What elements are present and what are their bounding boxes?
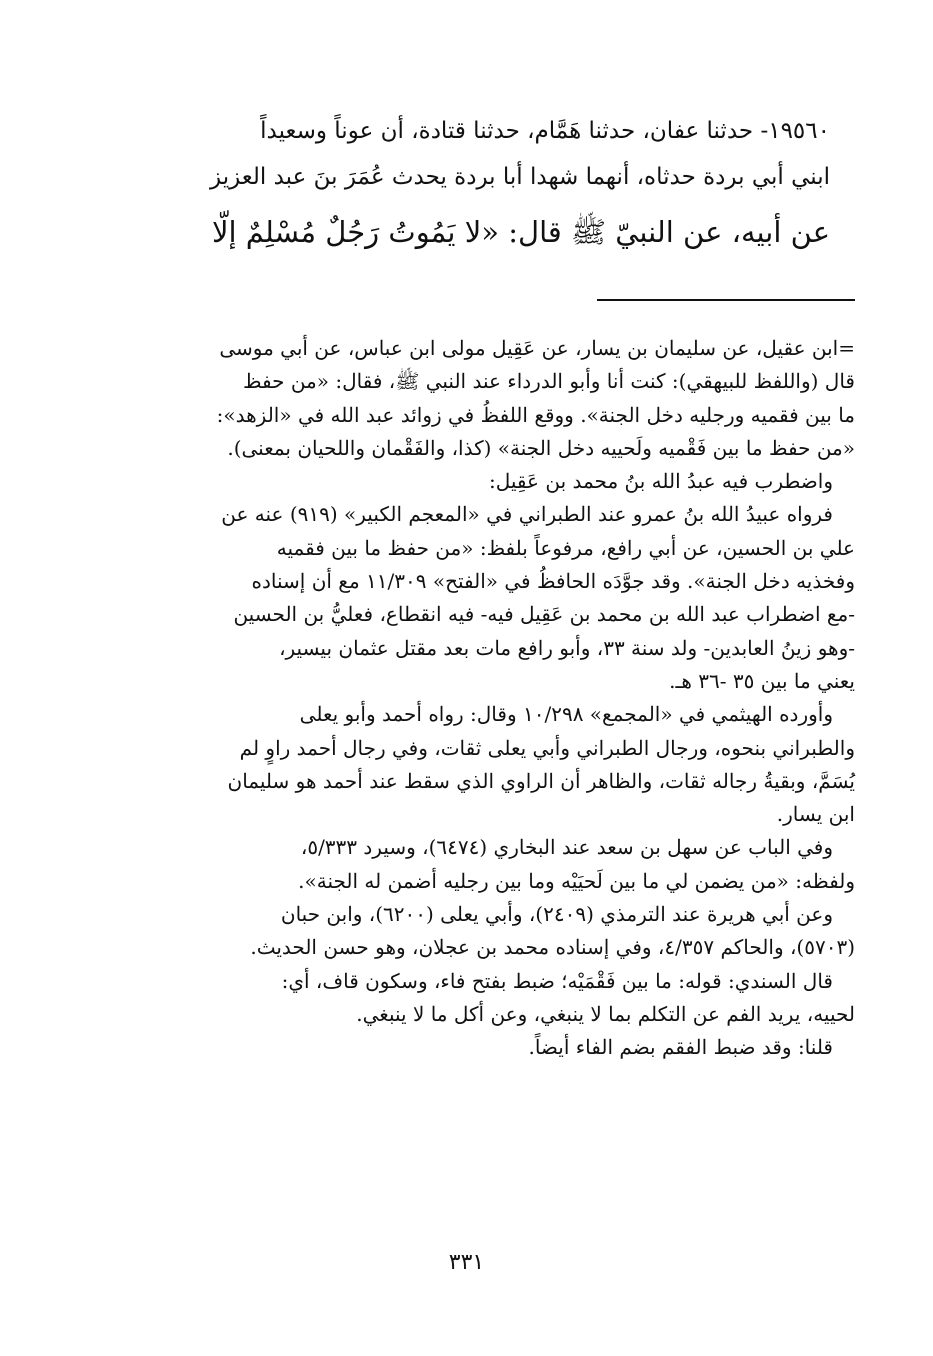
footnote-line: علي بن الحسين، عن أبي رافع، مرفوعاً بلفظ: «من حفظ ما بين فقميه <box>276 535 855 560</box>
footnote-line: والطبراني بنحوه، ورجال الطبراني وأبي يعلى ثقات، وفي رجال أحمد راوٍ لم <box>239 735 855 760</box>
footnote-line: -مع اضطراب عبد الله بن محمد بن عَقِيل فيه- فيه انقطاع، فعليُّ بن الحسين <box>233 602 855 627</box>
footnote-line: ابن يسار. <box>776 802 855 827</box>
footnote-line: يُسَمَّ، وبقيةُ رجاله ثقات، والظاهر أن الراوي الذي سقط عند أحمد هو سليمان <box>227 768 855 793</box>
footnote-line: واضطرب فيه عبدُ الله بنُ محمد بن عَقِيل: <box>489 469 833 494</box>
footnote-line: وفخذيه دخل الجنة». وقد جوَّدَه الحافظُ في «الفتح» ١١/٣٠٩ مع أن إسناده <box>251 569 855 594</box>
footnote-line: وعن أبي هريرة عند الترمذي (٢٤٠٩)، وأبي يعلى (٦٢٠٠)، وابن حبان <box>280 902 833 927</box>
footnote-line: ولفظه: «من يضمن لي ما بين لَحيَيْه وما بين رجليه أضمن له الجنة». <box>298 868 855 893</box>
footnote-line: وأورده الهيثمي في «المجمع» ١٠/٢٩٨ وقال: رواه أحمد وأبو يعلى <box>299 702 833 727</box>
footnote-line: (٥٧٠٣)، والحاكم ٤/٣٥٧، وفي إسناده محمد بن عجلان، وهو حسن الحديث. <box>250 935 855 960</box>
footnote-line: قال السندي: قوله: ما بين فَقْمَيْه؛ ضبط بفتح فاء، وسكون قاف، أي: <box>281 968 833 993</box>
footnote-line: =ابن عقيل، عن سليمان بن يسار، عن عَقِيل مولى ابن عباس، عن أبي موسى <box>219 336 855 360</box>
footnotes <box>140 332 855 1065</box>
footnote-line: قلنا: وقد ضبط الفقم بضم الفاء أيضاً. <box>528 1035 833 1060</box>
footnote-line: «من حفظ ما بين فَقْميه ولَحييه دخل الجنة» (كذا، والفَقْمان واللحيان بمعنى). <box>227 435 855 460</box>
footnote-line: يعني ما بين ٣٥ -٣٦ هـ. <box>669 668 855 693</box>
hadith-line-2: ابني أبي بردة حدثاه، أنهما شهدا أبا بردة يحدث عُمَرَ بنَ عبد العزيز <box>210 164 830 190</box>
hadith-line-3: عن أبيه، عن النبيّ ﷺ قال: «لا يَمُوتُ رَجُلٌ مُسْلِمٌ إلّا <box>211 215 830 249</box>
hadith-text <box>140 108 830 260</box>
footnote-line: قال (واللفظ للبيهقي): كنت أنا وأبو الدرداء عند النبي ﷺ، فقال: «من حفظ <box>243 369 855 394</box>
footnote-line: -وهو زينُ العابدين- ولد سنة ٣٣، وأبو رافع مات بعد مقتل عثمان بيسير، <box>279 635 855 660</box>
footnote-line: فرواه عبيدُ الله بنُ عمرو عند الطبراني في «المعجم الكبير» (٩١٩) عنه عن <box>221 502 833 527</box>
hadith-line-1: ١٩٥٦٠- حدثنا عفان، حدثنا هَمَّام، حدثنا قتادة، أن عوناً وسعيداً <box>260 118 830 144</box>
footnote-line: ما بين فقميه ورجليه دخل الجنة». ووقع اللفظُ في زوائد عبد الله في «الزهد»: <box>216 402 855 427</box>
footnote-line: لحييه، يريد الفم عن التكلم بما لا ينبغي، وعن أكل ما لا ينبغي. <box>356 1001 855 1026</box>
page-number: ٣٣١ <box>448 1250 485 1275</box>
footnote-separator <box>597 299 855 301</box>
footnote-line: وفي الباب عن سهل بن سعد عند البخاري (٦٤٧٤)، وسيرد ٥/٣٣٣، <box>300 835 833 860</box>
